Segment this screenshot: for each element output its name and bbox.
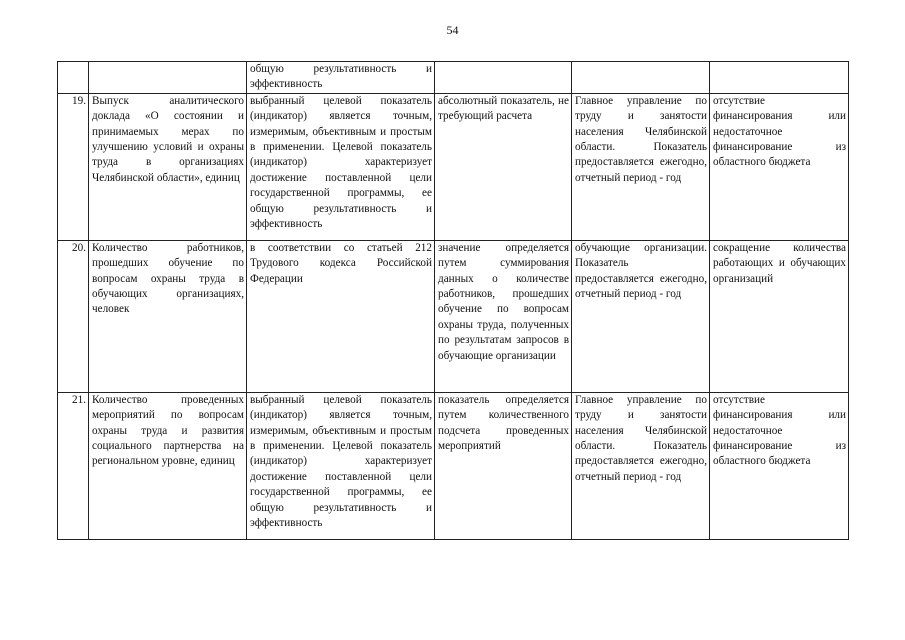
source-text: Главное управление по труду и занятости населения Челябинской области. Показатель предоставляется ежегодно, отчетный период - год xyxy=(575,393,707,483)
calculation-text: абсолютный показатель, не требующий расчета xyxy=(438,94,569,123)
risks-cell xyxy=(710,62,849,94)
source-cell xyxy=(572,240,710,392)
row-number: 19. xyxy=(58,93,89,240)
indicator-name-cell xyxy=(89,93,247,240)
method-cell xyxy=(247,62,435,94)
risks-cell xyxy=(710,240,849,392)
calculation-text: значение определяется путем суммирования данных о количестве работников, прошедших обучение по вопросам охраны труда, полученных по результатам запросов в обучающие организации xyxy=(438,241,569,362)
risks-cell xyxy=(710,93,849,240)
indicator-name-cell xyxy=(89,392,247,539)
indicators-table xyxy=(57,61,849,540)
indicator-name: Выпуск аналитического доклада «О состоянии и принимаемых мерах по улучшению условий и охраны труда в организациях Челябинской области», единиц xyxy=(92,94,244,184)
indicator-name: Количество работников, прошедших обучение по вопросам охраны труда в обучающих организациях, человек xyxy=(92,241,244,316)
source-cell xyxy=(572,392,710,539)
table-row xyxy=(58,62,849,94)
calculation-cell xyxy=(435,62,572,94)
source-cell xyxy=(572,62,710,94)
method-cell xyxy=(247,93,435,240)
table-row xyxy=(58,240,849,392)
source-text: обучающие организации. Показатель предоставляется ежегодно, отчетный период - год xyxy=(575,241,707,301)
risks-text: отсутствие финансирования или недостаточное финансирование из областного бюджета xyxy=(713,393,846,468)
table-row xyxy=(58,392,849,539)
page-number: 54 xyxy=(446,23,459,37)
method-text: в соответствии со статьей 212 Трудового кодекса Российской Федерации xyxy=(250,241,432,285)
risks-cell xyxy=(710,392,849,539)
row-number xyxy=(58,62,89,94)
calculation-text: показатель определяется путем количественного подсчета проведенных мероприятий xyxy=(438,393,569,453)
source-text: Главное управление по труду и занятости населения Челябинской области. Показатель предоставляется ежегодно, отчетный период - год xyxy=(575,94,707,184)
table-row xyxy=(58,93,849,240)
calculation-cell xyxy=(435,240,572,392)
risks-text: отсутствие финансирования или недостаточное финансирование из областного бюджета xyxy=(713,94,846,169)
row-number: 21. xyxy=(58,392,89,539)
row-number: 20. xyxy=(58,240,89,392)
indicator-name: Количество проведенных мероприятий по вопросам охраны труда и развития социального партнерства на региональном уровне, единиц xyxy=(92,393,244,468)
indicator-name-cell xyxy=(89,240,247,392)
indicator-name-cell xyxy=(89,62,247,94)
source-cell xyxy=(572,93,710,240)
calculation-cell xyxy=(435,93,572,240)
method-cell xyxy=(247,392,435,539)
method-text: общую результативность и эффективность xyxy=(250,63,432,91)
method-text: выбранный целевой показатель (индикатор) является точным, измеримым, объективным и простым в применении. Целевой показатель (индикатор) характеризует достижение поставленной цели государственной программы, ее общую результативность и эффективность xyxy=(250,393,432,530)
method-text: выбранный целевой показатель (индикатор) является точным, измеримым, объективным и простым в применении. Целевой показатель (индикатор) характеризует достижение поставленной цели государственной программы, ее общую результативность и эффективность xyxy=(250,94,432,231)
method-cell xyxy=(247,240,435,392)
risks-text: сокращение количества работающих и обучающих организаций xyxy=(713,241,846,285)
calculation-cell xyxy=(435,392,572,539)
